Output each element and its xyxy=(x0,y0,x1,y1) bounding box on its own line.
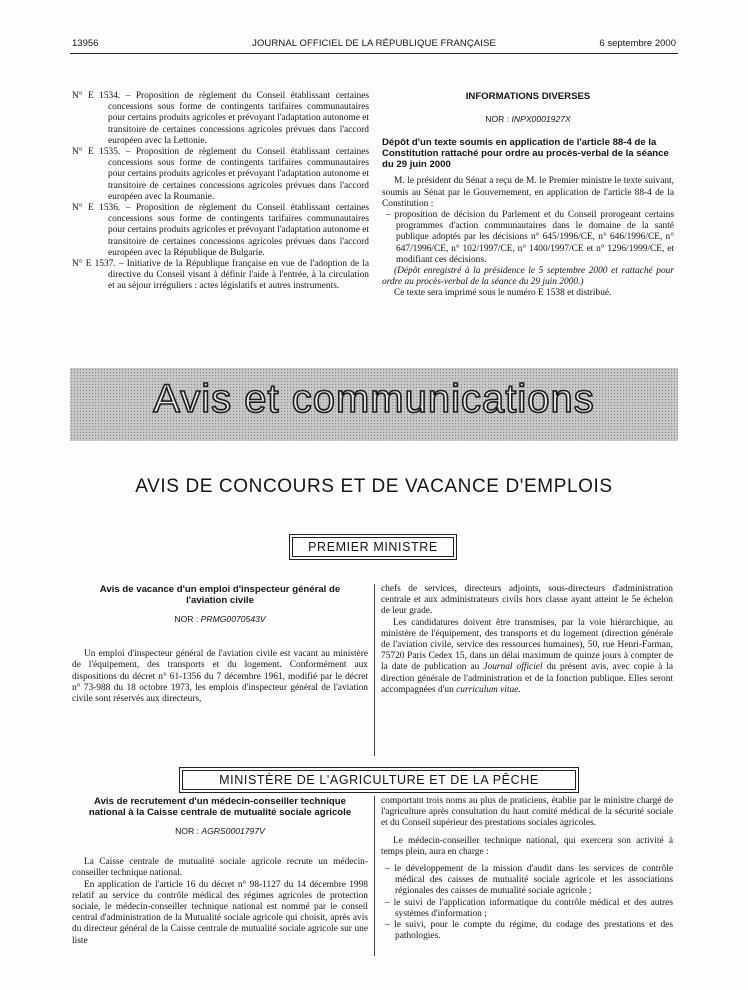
notice-paragraph: Un emploi d'inspecteur général de l'aviation civile est vacant au ministère de l'équipement, des transports et du logement. Conformément aux dispositions du décret n° 61-1356 du 7 décembre 1961, modifié par le décret n° 73-988 du 18 octobre 1973, les emplois d'inspecteur général de l'aviation civile sont réservés aux directeurs, xyxy=(72,649,368,705)
cv-term: curriculum vitae. xyxy=(456,684,521,695)
closing-paragraph: Ce texte sera imprimé sous le numéro E 1538 et distribué. xyxy=(394,288,612,299)
journal-title: JOURNAL OFFICIEL DE LA RÉPUBLIQUE FRANÇAISE xyxy=(252,38,496,49)
list-item xyxy=(72,91,369,147)
notice-paragraph: comportant trois noms au plus de praticiens, établie par le ministre chargé de l'agriculture après consultation du haut comité médical de la sécurité sociale et du Conseil supérieur des prestations sociales agricoles. xyxy=(381,796,673,829)
list-item: – le suivi, pour le compte du régime, du codage des prestations et des pathologies. xyxy=(385,920,673,942)
list-item xyxy=(72,203,369,259)
page-header xyxy=(0,38,748,54)
section-banner xyxy=(70,368,678,441)
item-text: – Initiative de la République française en vue de l'adoption de la directive du Conseil visant à définir l'aide à l'entrée, à la circulation et au séjour irréguliers : actes législatifs et autres instruments. xyxy=(108,259,369,292)
aviation-notice-right xyxy=(381,584,673,696)
journal-name: Journal officiel xyxy=(483,662,543,673)
ministry-box-premier-ministre: PREMIER MINISTRE xyxy=(292,537,454,557)
list-item xyxy=(72,147,369,203)
informations-diverses xyxy=(382,91,674,300)
list-item: – le développement de la mission d'audit dans les services de contrôle médical des caisses de mutualité sociale agricole et les associations régionales des caisses de mutualité sociale agricole ; xyxy=(385,864,673,897)
column-divider xyxy=(374,796,375,956)
nor-label: NOR : xyxy=(175,826,199,836)
notice-paragraph: chefs de services, directeurs adjoints, sous-directeurs d'administration centrale et aux administrateurs civils hors classe ayant atteint le 5e échelon de leur grade. xyxy=(381,584,673,617)
page-number: 13956 xyxy=(72,38,99,49)
section-heading: INFORMATIONS DIVERSES xyxy=(465,91,591,102)
item-number: N° E 1537. xyxy=(72,259,116,270)
list-item xyxy=(72,259,369,293)
intro-paragraph: M. le président du Sénat a reçu de M. le Premier ministre le texte suivant, soumis au Sénat par le Gouvernement, en application de l'article 88-4 de la Constitution : xyxy=(382,176,674,209)
header-rule xyxy=(70,53,678,54)
nor-reference xyxy=(72,826,368,837)
article-title: Dépôt d'un texte soumis en application de l'article 88-4 de la Constitution rattaché pour ordre au procès-verbal de la séance du 29 juin 2000 xyxy=(382,137,669,171)
aviation-notice-left xyxy=(72,584,368,705)
item-number: N° E 1534. xyxy=(72,91,121,101)
banner-title: Avis et communications xyxy=(153,377,595,421)
publication-date: 6 septembre 2000 xyxy=(599,38,676,49)
column-divider xyxy=(374,584,375,756)
notice-heading: Avis de vacance d'un emploi d'inspecteur général de l'aviation civile xyxy=(99,584,341,606)
list-item: – proposition de décision du Parlement et du Conseil prorogeant certains programmes d'action communautaires dans le domaine de la santé publique adoptés par les décisions n° 645/1996/CE, n° 646/1996/CE, n° 647/1996/CE, n° 102/1997/CE, n° 1400/1997/CE et n° 1296/1999/CE, et modifiant ces décisions. xyxy=(386,210,674,265)
item-text: – Proposition de règlement du Conseil établissant certaines concessions sous forme de contingents tarifaires communautaires pour certains produits agricoles et prévoyant l'adaptation autonome et transitoire de certaines concessions agricoles prévues dans l'accord européen avec la Lettonie. xyxy=(108,91,370,146)
nor-code: INPX0001927X xyxy=(511,114,571,125)
item-number: N° E 1535. xyxy=(72,147,121,158)
item-text: – Proposition de règlement du Conseil établissant certaines concessions sous forme de contingents tarifaires communautaires pour certains produits agricoles et prévoyant l'adaptation autonome et transitoire de certaines concessions agricoles prévues dans l'accord européen avec la République de Bulgarie. xyxy=(108,203,370,258)
notice-paragraph: La Caisse centrale de mutualité sociale agricole recrute un médecin-conseiller technique national. xyxy=(72,857,368,879)
nor-code: AGRS0001797V xyxy=(201,826,265,836)
deposit-note: (Dépôt enregistré à la présidence le 5 septembre 2000 et rattaché pour ordre au procès-verbal de la séance du 29 juin 2000.) xyxy=(382,266,674,288)
section-title: AVIS DE CONCOURS ET DE VACANCE D'EMPLOIS xyxy=(135,476,613,497)
recruitment-notice-left xyxy=(72,796,368,947)
item-number: N° E 1536. xyxy=(72,203,121,214)
notice-paragraph: Le médecin-conseiller technique national, qui exercera son activité à temps plein, aura en charge : xyxy=(381,835,673,857)
list-item: – le suivi de l'application informatique du contrôle médical et des autres systèmes d'information ; xyxy=(385,897,673,919)
notice-paragraph: En application de l'article 16 du décret n° 98-1127 du 14 décembre 1998 relatif au service du contrôle médical des régimes agricoles de protection sociale, le médecin-conseiller technique national est nommé par le conseil central d'administration de la Mutualité sociale agricole qui choisit, après avis du directeur général de la Caisse centrale de mutualité sociale agricole sur une liste xyxy=(72,879,368,946)
nor-label: NOR : xyxy=(174,614,199,624)
text-span: du présent avis, avec copie à la direction générale de l'administration et de la fonction publique. Elles seront accompagnées d'un xyxy=(381,662,674,695)
nor-reference xyxy=(382,114,674,125)
nor-code: PRMG0070543V xyxy=(200,614,266,624)
nor-label: NOR : xyxy=(485,114,510,125)
ministry-box-agriculture: MINISTÈRE DE L'AGRICULTURE ET DE LA PÊCHE xyxy=(182,770,576,790)
recruitment-notice-right xyxy=(381,796,673,942)
nor-reference xyxy=(72,614,368,625)
application-paragraph xyxy=(381,618,673,696)
notice-heading: Avis de recrutement d'un médecin-conseiller technique national à la Caisse centrale de mutualité sociale agricole xyxy=(88,796,352,818)
text-span: Les candidatures doivent être transmises, par la voie hiérarchique, au ministère de l'équipement, des transports et du logement (direction générale de l'aviation civile, service des ressources humaines), 50, rue Henri-Farman, 75720 Paris Cedex 15, dans un délai maximum de quinze jours à compter de la date de publication au xyxy=(381,617,673,673)
item-text: – Proposition de règlement du Conseil établissant certaines concessions sous forme de contingents tarifaires communautaires pour certains produits agricoles et prévoyant l'adaptation autonome et transitoire de certaines concessions agricoles prévues dans l'accord européen avec la Roumanie. xyxy=(108,147,370,202)
eu-proposals-list xyxy=(72,91,369,293)
